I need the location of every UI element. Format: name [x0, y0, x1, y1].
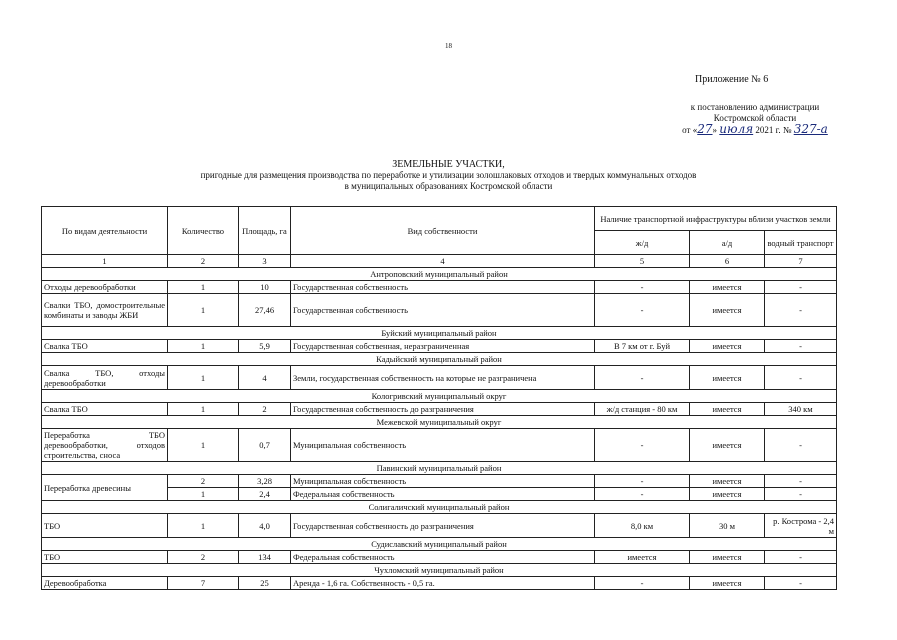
page-number: 18: [445, 42, 452, 50]
handwritten-day: 27: [697, 122, 713, 136]
land-plots-table: [41, 206, 837, 590]
decree-quote: »: [712, 125, 718, 135]
district-row: Судиславский муниципальный район: [42, 538, 837, 551]
header-activity: По видам деятельности: [42, 207, 168, 255]
col-num: 7: [765, 255, 837, 268]
decree-year: 2021 г. №: [755, 125, 792, 135]
title-line-1: ЗЕМЕЛЬНЫЕ УЧАСТКИ,: [392, 159, 505, 170]
district-row: Кологривский муниципальный округ: [42, 390, 837, 403]
decree-prefix: от «: [682, 125, 698, 135]
col-num: 2: [168, 255, 239, 268]
col-num: 1: [42, 255, 168, 268]
document-title: [0, 159, 897, 192]
header-road: а/д: [690, 231, 765, 255]
title-line-2: пригодные для размещения производства по переработке и утилизации золошлаковых отходов и твердых коммунальных отходов: [200, 170, 697, 180]
handwritten-month: июля: [719, 122, 754, 136]
table-row: Свалки ТБО, домостроительные комбинаты и заводы ЖБИ 1 27,46 Государственная собственность - имеется -: [42, 294, 837, 327]
header-ownership: Вид собственности: [291, 207, 595, 255]
district-row: Межевской муниципальный округ: [42, 416, 837, 429]
table-row: ТБО 2 134 Федеральная собственность имеется имеется -: [42, 551, 837, 564]
handwritten-number: 327-а: [793, 122, 828, 136]
district-row: Буйский муниципальный район: [42, 327, 837, 340]
table-row: Переработка древесины 2 3,28 Муниципальная собственность - имеется -: [42, 475, 837, 488]
table-row: Деревообработка 7 25 Аренда - 1,6 га. Собственность - 0,5 га. - имеется -: [42, 577, 837, 590]
column-number-row: [42, 255, 837, 268]
table-row: Отходы деревообработки 1 10 Государственная собственность - имеется -: [42, 281, 837, 294]
header-transport: Наличие транспортной инфраструктуры вблизи участков земли: [595, 207, 837, 231]
table-row: ТБО 1 4,0 Государственная собственность до разграничения 8,0 км 30 м р. Кострома - 2,4 м: [42, 514, 837, 538]
header-area: Площадь, га: [239, 207, 291, 255]
district-row: Солигаличский муниципальный район: [42, 501, 837, 514]
title-line-3: в муниципальных образованиях Костромской области: [344, 181, 553, 191]
header-water: водный транспорт: [765, 231, 837, 255]
decree-date-line: [640, 124, 870, 136]
appendix-label: Приложение № 6: [695, 74, 769, 85]
col-num: 6: [690, 255, 765, 268]
decree-line-2: Костромской области: [713, 113, 797, 123]
header-row-1: [42, 207, 837, 231]
table-row: Свалка ТБО, отходы деревообработки 1 4 Земли, государственная собственность на которые не разграничена - имеется -: [42, 366, 837, 390]
district-row: Чухломский муниципальный район: [42, 564, 837, 577]
district-row: Павинский муниципальный район: [42, 462, 837, 475]
decree-reference: [640, 102, 870, 136]
table-row: Переработка ТБО деревообработки, отходов строительства, сноса 1 0,7 Муниципальная собственность - имеется -: [42, 429, 837, 462]
col-num: 3: [239, 255, 291, 268]
district-row: Кадыйский муниципальный район: [42, 353, 837, 366]
table-row: Свалка ТБО 1 5,9 Государственная собственная, неразграниченная В 7 км от г. Буй имеется -: [42, 340, 837, 353]
header-rail: ж/д: [595, 231, 690, 255]
district-row: Антроповский муниципальный район: [42, 268, 837, 281]
header-count: Количество: [168, 207, 239, 255]
col-num: 5: [595, 255, 690, 268]
table-row: Свалка ТБО 1 2 Государственная собственность до разграничения ж/д станция - 80 км имеется 340 км: [42, 403, 837, 416]
decree-line-1: к постановлению администрации: [690, 102, 820, 112]
table-row: 1 2,4 Федеральная собственность - имеется -: [42, 488, 837, 501]
col-num: 4: [291, 255, 595, 268]
